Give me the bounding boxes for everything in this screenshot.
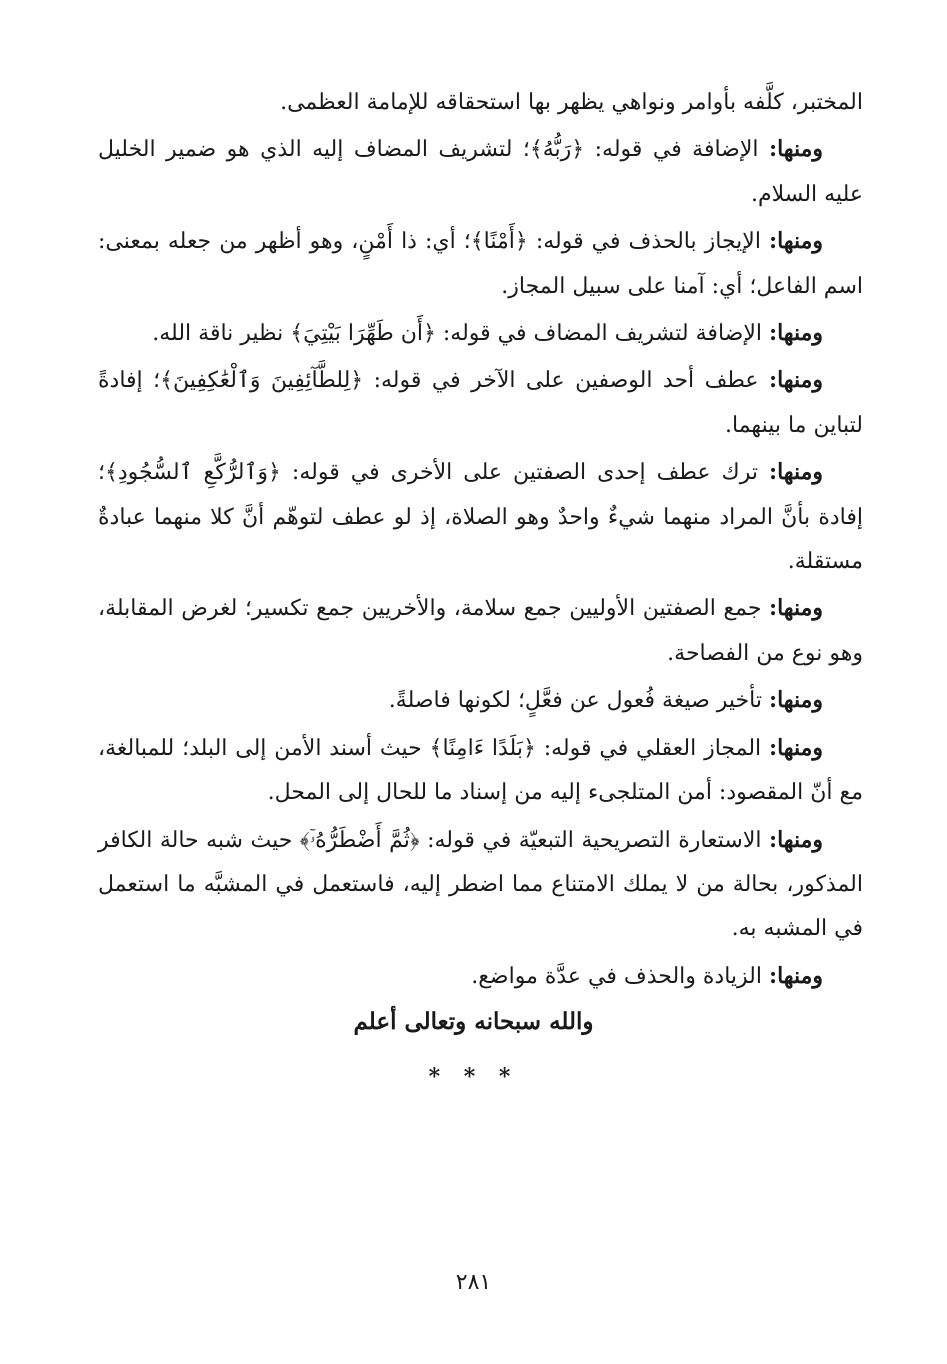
paragraph [98,450,863,584]
paragraph [98,586,863,676]
paragraph-text: ترك عطف إحدى الصفتين على الأخرى في قوله: ﴿وَٱلرُّكَّعِ ٱلسُّجُودِ﴾؛ إفادة بأنَّ المراد منهما شيءٌ واحدٌ وهو الصلاة، إذ لو عطف لتوهّم أنَّ كلا منهما عبادةٌ مستقلة. [98,460,863,575]
paragraph [98,358,863,448]
paragraph-text: الإضافة لتشريف المضاف في قوله: ﴿أَن طَهِّرَا بَيْتِيَ﴾ نظير ناقة الله. [152,321,769,347]
paragraph [98,726,863,816]
paragraph-text: تأخير صيغة فُعول عن فعَّلٍ؛ لكونها فاصلةً. [388,688,769,714]
paragraph [98,954,863,999]
paragraph [98,818,863,952]
paragraph-text: جمع الصفتين الأوليين جمع سلامة، والأخريين جمع تكسير؛ لغرض المقابلة، وهو نوع من الفصاحة. [98,596,863,666]
paragraph [98,219,863,309]
paragraph-lead: ومنها: [768,734,823,761]
paragraph-text: الإيجاز بالحذف في قوله: ﴿أَمْنًا﴾؛ أي: ذا أَمْنٍ، وهو أظهر من جعله بمعنى: اسم الفاعل؛ أي: آمنا على سبيل المجاز. [98,229,863,299]
paragraph-text: الاستعارة التصريحية التبعيّة في قوله: ﴿ثُمَّ أَضْطَرُّهُۥٓ﴾ حيث شبه حالة الكافر المذكور، بحالة من لا يملك الامتناع مما اضطر إليه، فاستعمل في المشبَّه ما استعمل في المشبه به. [98,827,863,942]
paragraph-lead: ومنها: [768,136,823,163]
paragraph-lead: ومنها: [768,962,823,989]
paragraph-lead: ومنها: [768,367,823,394]
paragraph [98,678,863,723]
paragraph-text: الإضافة في قوله: ﴿رَبُّهُ﴾؛ لتشريف المضاف إليه الذي هو ضمير الخليل عليه السلام. [98,137,863,207]
paragraph [98,127,863,217]
body-text [98,80,863,1001]
paragraph-text: المختبر، كلَّفه بأوامر ونواهي يظهر بها استحقاقه للإمامة العظمى. [280,90,863,115]
paragraph-lead: ومنها: [768,595,823,622]
paragraph-lead: ومنها: [768,826,823,853]
closing-phrase: والله سبحانه وتعالى أعلم [353,1008,594,1035]
paragraph-lead: ومنها: [768,687,823,714]
section-divider-stars: * * * [428,1064,519,1090]
paragraph-lead: ومنها: [768,320,823,347]
paragraph [98,80,863,125]
paragraph-text: المجاز العقلي في قوله: ﴿بَلَدًا ءَامِنًا﴾ حيث أسند الأمن إلى البلد؛ للمبالغة، مع أنّ المقصود: أمن المتلجىء إليه من إسناد ما للحال إلى المحل. [98,735,863,806]
paragraph-text: الزيادة والحذف في عدَّة مواضع. [471,963,769,989]
paragraph-text: عطف أحد الوصفين على الآخر في قوله: ﴿لِلطَّآئِفِينَ وَٱلْعَٰكِفِينَ﴾؛ إفادةً لتباين ما بينهما. [98,368,863,438]
page-number: ٢٨١ [455,1270,492,1295]
paragraph [98,311,863,356]
paragraph-lead: ومنها: [768,228,823,255]
paragraph-lead: ومنها: [768,459,823,486]
